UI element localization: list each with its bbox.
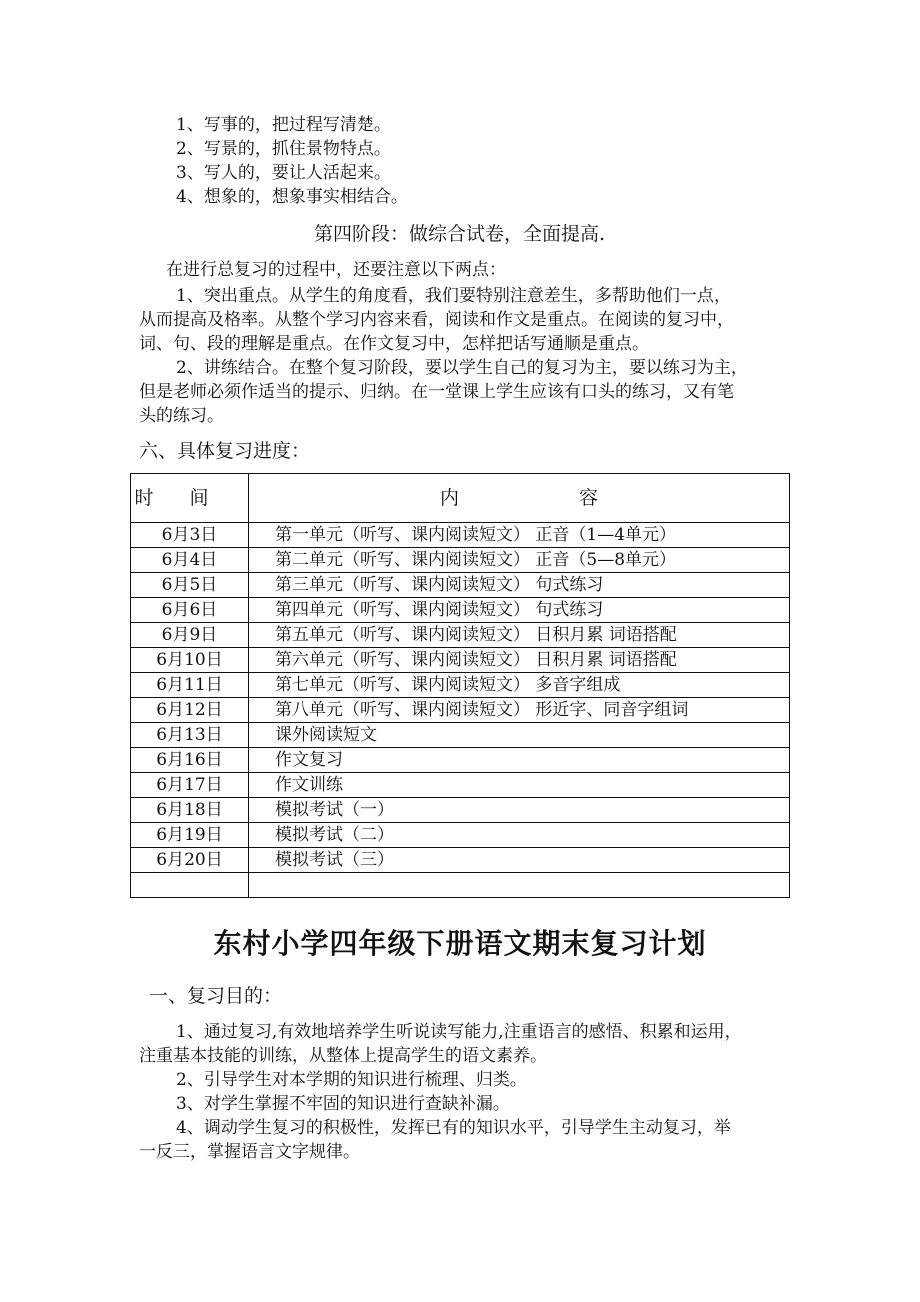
row-content: 课外阅读短文 — [249, 723, 790, 748]
schedule-table — [130, 473, 790, 898]
goal-1-line1: 1、通过复习,有效地培养学生听说读写能力,注重语言的感悟、积累和运用， — [176, 1022, 742, 1042]
row-date: 6月5日 — [131, 573, 249, 598]
header-content — [249, 474, 790, 523]
table-row — [131, 623, 790, 648]
table-row-empty — [131, 873, 790, 898]
note-point1-line2: 从而提高及格率。从整个学习内容来看，阅读和作文是重点。在阅读的复习中， — [139, 310, 734, 330]
row-date: 6月10日 — [131, 648, 249, 673]
row-date: 6月13日 — [131, 723, 249, 748]
stage-four-heading: 第四阶段：做综合试卷，全面提高. — [314, 223, 606, 245]
row-content: 模拟考试（一） — [249, 798, 790, 823]
table-row — [131, 573, 790, 598]
table-row — [131, 823, 790, 848]
goal-2: 2、引导学生对本学期的知识进行梳理、归类。 — [176, 1070, 527, 1090]
table-row — [131, 598, 790, 623]
row-content: 第四单元（听写、课内阅读短文） 句式练习 — [249, 598, 790, 623]
row-date: 6月17日 — [131, 773, 249, 798]
row-content-empty — [249, 873, 790, 898]
row-content: 模拟考试（二） — [249, 823, 790, 848]
header-content-char-1: 内 — [439, 486, 459, 509]
row-date: 6月16日 — [131, 748, 249, 773]
section-heading-goals: 一、复习目的： — [149, 985, 283, 1007]
note-point2-line2: 但是老师必须作适当的提示、归纳。在一堂课上学生应该有口头的练习，又有笔 — [139, 382, 734, 402]
goal-1-line2: 注重基本技能的训练，从整体上提高学生的语文素养。 — [139, 1046, 547, 1066]
row-content: 第七单元（听写、课内阅读短文） 多音字组成 — [249, 673, 790, 698]
table-row — [131, 698, 790, 723]
writing-tip-3: 3、写人的，要让人活起来。 — [176, 163, 391, 183]
notes-intro: 在进行总复习的过程中，还要注意以下两点： — [166, 260, 506, 280]
writing-tip-1: 1、写事的，把过程写清楚。 — [176, 115, 391, 135]
row-content: 作文复习 — [249, 748, 790, 773]
row-content: 第一单元（听写、课内阅读短文） 正音（1—4单元） — [249, 523, 790, 548]
row-content: 第六单元（听写、课内阅读短文） 日积月累 词语搭配 — [249, 648, 790, 673]
row-date: 6月18日 — [131, 798, 249, 823]
note-point1-line3: 词、句、段的理解是重点。在作文复习中，怎样把话写通顺是重点。 — [139, 334, 649, 354]
goal-4-line2: 一反三，掌握语言文字规律。 — [139, 1142, 360, 1162]
note-point1-line1: 1、突出重点。从学生的角度看，我们要特别注意差生，多帮助他们一点， — [176, 286, 731, 306]
schedule-header-row — [131, 474, 790, 523]
goal-4-line1: 4、调动学生复习的积极性，发挥已有的知识水平，引导学生主动复习，举 — [176, 1118, 731, 1138]
table-row — [131, 773, 790, 798]
row-content: 第三单元（听写、课内阅读短文） 句式练习 — [249, 573, 790, 598]
row-date: 6月12日 — [131, 698, 249, 723]
table-row — [131, 648, 790, 673]
table-row — [131, 848, 790, 873]
row-date: 6月9日 — [131, 623, 249, 648]
row-date: 6月6日 — [131, 598, 249, 623]
note-point2-line3: 头的练习。 — [139, 406, 224, 426]
row-content: 作文训练 — [249, 773, 790, 798]
table-row — [131, 673, 790, 698]
note-point2-line1: 2、讲练结合。在整个复习阶段，要以学生自己的复习为主，要以练习为主， — [176, 358, 748, 378]
row-date: 6月4日 — [131, 548, 249, 573]
document-title: 东村小学四年级下册语文期末复习计划 — [213, 927, 707, 960]
table-row — [131, 523, 790, 548]
writing-tip-2: 2、写景的，抓住景物特点。 — [176, 139, 391, 159]
table-row — [131, 723, 790, 748]
row-date: 6月20日 — [131, 848, 249, 873]
header-time: 时间 — [131, 474, 249, 523]
row-date: 6月11日 — [131, 673, 249, 698]
row-date: 6月3日 — [131, 523, 249, 548]
schedule-heading: 六、具体复习进度： — [139, 440, 311, 462]
header-content-char-2: 容 — [579, 486, 599, 509]
goal-3: 3、对学生掌握不牢固的知识进行查缺补漏。 — [176, 1094, 510, 1114]
row-content: 模拟考试（三） — [249, 848, 790, 873]
writing-tip-4: 4、想象的，想象事实相结合。 — [176, 187, 408, 207]
table-row — [131, 748, 790, 773]
table-row — [131, 548, 790, 573]
row-date: 6月19日 — [131, 823, 249, 848]
table-row — [131, 798, 790, 823]
row-content: 第二单元（听写、课内阅读短文） 正音（5—8单元） — [249, 548, 790, 573]
row-content: 第八单元（听写、课内阅读短文） 形近字、同音字组词 — [249, 698, 790, 723]
row-content: 第五单元（听写、课内阅读短文） 日积月累 词语搭配 — [249, 623, 790, 648]
row-date-empty — [131, 873, 249, 898]
